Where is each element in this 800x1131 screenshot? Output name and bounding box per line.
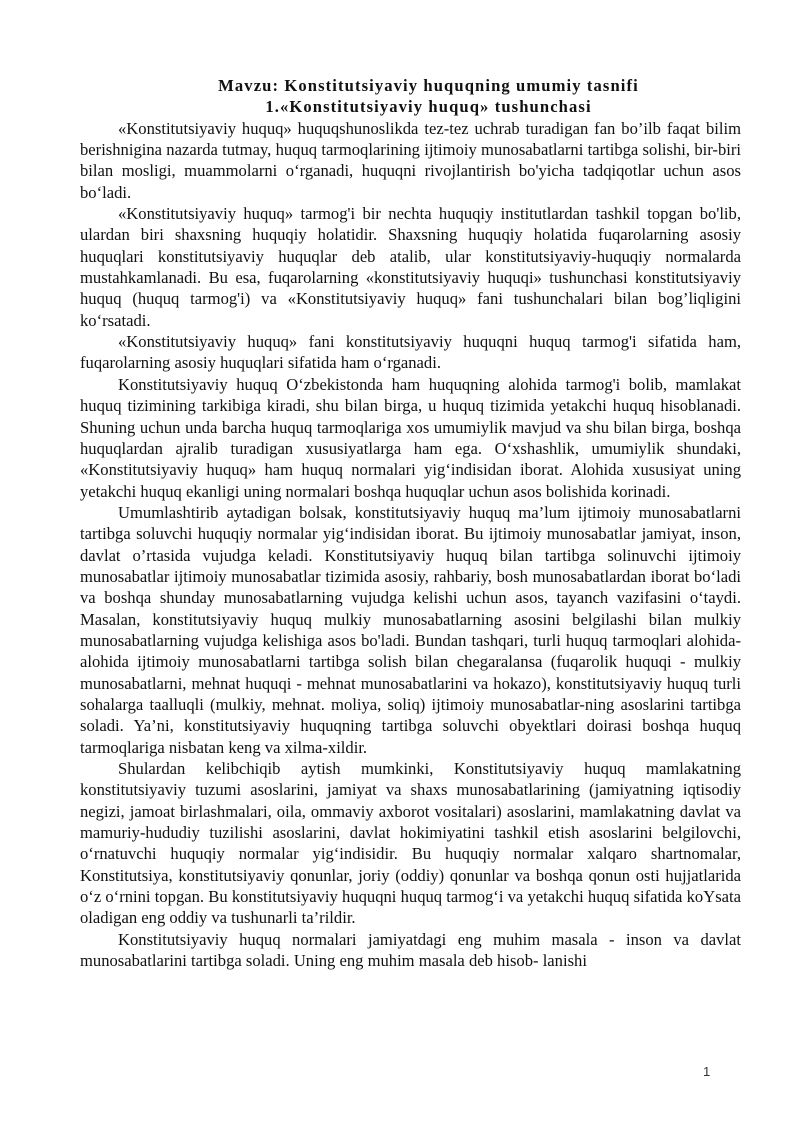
paragraph-6: Shulardan kelibchiqib aytish mumkinki, Konstitutsiyaviy huquq mamlakatning konstitutsiyaviy tuzumi asoslarini, jamiyat va shaxs munosabatlarining (jamiyatning iqtisodiy negizi, jamoat birlashmalari, oila, ommaviy axborot vositalari) asoslarini, mamlakatning davlat va mamuriy-hududiy tuzilishi asoslarini, davlat hokimiyatini tashkil etish asoslarini belgilovchi, o‘rnatuvchi huquqiy normalar yig‘indisidir. Bu huquqiy normalar xalqaro shartnomalar, Konstitutsiya, konstitutsiyaviy qonunlar, joriy (oddiy) qonunlar va boshqa qonun osti hujjatlarida o‘z o‘rnini topgan. Bu konstitutsiyaviy huquqni huquq tarmog‘i va yetakchi huquq sifatida koYsata oladigan eng oddiy va tushunarli ta’rildir. [80, 759, 741, 928]
paragraph-7: Konstitutsiyaviy huquq normalari jamiyatdagi eng muhim masala - inson va davlat munosabatlarini tartibga soladi. Uning eng muhim masala deb hisob- lanishi [80, 929, 741, 971]
document-title: Mavzu: Konstitutsiyaviy huquqning umumiy tasnifi [218, 76, 639, 95]
paragraph-5: Umumlashtirib aytadigan bolsak, konstitutsiyaviy huquq ma’lum ijtimoiy munosabatlarni tartibga soluvchi huquqiy normalar yig‘indisidan iborat. Bu ijtimoiy munosabatlar jamiyat, inson, davlat o’rtasida vujudga keladi. Konstitutsiyaviy huquq bilan tartibga solinuvchi ijtimoiy munosabatlar ijtimoiy munosabatlar tizimida asosiy, rahbariy, bosh munosabatlardan iborat bo‘ladi va boshqa shunday munosabatlarning vujudga kelishi uchun asos, tayanch vazifasini o‘taydi. Masalan, konstitutsiyaviy huquq mulkiy munosabatlarning asosini belgilashi bilan mulkiy munosabatlarning vujudga kelishiga asos bo'ladi. Bundan tashqari, turli huquq tarmoqlari alohida-alohida ijtimoiy munosabatlarni tartibga solish bilan chegaralansa (fuqarolik huquqi - mulkiy munosabatlarni, mehnat huquqi - mehnat munosabatlarini va hokazo), konstitutsiyaviy huquq turli sohalarga taalluqli (mulkiy, mehnat. moliya, soliq) ijtimoiy munosabatlar-ning asoslarini tartibga soladi. Ya’ni, konstitutsiyaviy huquqning tartibga soluvchi obyektlari doirasi boshqa huquq tarmoqlariga nisbatan keng va xilma-xildir. [80, 502, 741, 757]
paragraph-3: «Konstitutsiyaviy huquq» fani konstitutsiyaviy huquqni huquq tarmog'i sifatida ham, fuqarolarning asosiy huquqlari sifatida ham o‘rganadi. [80, 332, 741, 373]
section-heading: 1.«Konstitutsiyaviy huquq» tushunchasi [265, 97, 592, 117]
paragraph-2: «Konstitutsiyaviy huquq» tarmog'i bir nechta huquqiy institutlardan tashkil topgan bo'lib, ulardan biri shaxsning huquqiy holatidir. Shaxsning huquqiy holatida fuqarolarning asosiy huquqlari konstitutsiyaviy huquqlar deb atalib, ular konstitutsiyaviy-huquqiy normalarda mustahkamlanadi. Bu esa, fuqarolarning «konstitutsiyaviy huquqi» tushunchasi konstitutsiyaviy huquq (huquq tarmog'i) va «Konstitutsiyaviy huquq» fani tushunchalari bilan bog’liqligini ko‘rsatadi. [80, 204, 741, 330]
page-number: 1 [703, 1064, 711, 1079]
document-page [80, 75, 741, 971]
paragraph-4: Konstitutsiyaviy huquq O‘zbekistonda ham huquqning alohida tarmog'i bolib, mamlakat huquq tizimining tarkibiga kiradi, shu bilan birga, u huquq tizimida yetakchi huquq hisoblanadi. Shuning uchun unda barcha huquq tarmoqlariga xos umumiylik mavjud va shu bilan birga, boshqa huquqlardan ajralib turadigan xususiyatlarga ham ega. O‘xshashlik, umumiylik shundaki, «Konstitutsiyaviy huquq» ham huquq normalari yig‘indisidan iborat. Alohida xususiyat uning yetakchi huquq ekanligi uning normalari boshqa huquqlar uchun asos bolishida korinadi. [80, 374, 741, 501]
paragraph-1: «Konstitutsiyaviy huquq» huquqshunoslikda tez-tez uchrab turadigan fan bo’ilb faqat bilim berishnigina nazarda tutmay, huquq tarmoqlarining ijtimoiy munosabatlarni tartibga solishi, bir-biri bilan mosligi, muammolarni o‘rganadi, huquqni rivojlantirish bo'yicha tadqiqotlar uchun asos bo‘ladi. [80, 118, 741, 202]
